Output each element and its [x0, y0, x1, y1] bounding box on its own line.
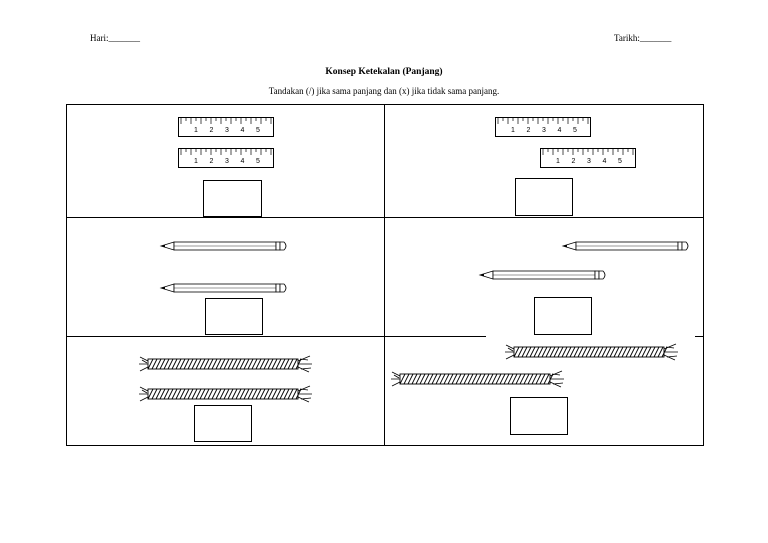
answer-box-row1-right[interactable]	[515, 178, 573, 216]
grid-divider-row2-left	[66, 336, 486, 337]
pencil-top-left-icon	[160, 240, 290, 252]
svg-text:2: 2	[209, 158, 214, 165]
svg-text:2: 2	[571, 158, 576, 165]
svg-text:3: 3	[225, 127, 229, 134]
svg-text:5: 5	[256, 158, 260, 165]
svg-text:3: 3	[542, 127, 546, 134]
svg-text:4: 4	[557, 127, 562, 134]
svg-text:5: 5	[573, 127, 577, 134]
pencil-bottom-left-icon	[160, 282, 290, 294]
svg-text:2: 2	[209, 127, 214, 134]
grid-divider-row1	[66, 217, 703, 218]
svg-text:4: 4	[240, 127, 245, 134]
svg-text:5: 5	[256, 127, 260, 134]
date-label: Tarikh:	[614, 33, 640, 43]
svg-text:2: 2	[526, 127, 531, 134]
ruler-bottom-left-icon	[178, 148, 274, 168]
svg-text:3: 3	[225, 158, 229, 165]
ruler-top-right-icon	[495, 117, 591, 137]
rope-top-left-icon	[138, 353, 314, 375]
worksheet-instruction: Tandakan (/) jika sama panjang dan (x) jika tidak sama panjang.	[268, 86, 500, 96]
grid-divider-row2-right	[695, 336, 703, 337]
day-label: Hari:	[90, 33, 109, 43]
date-field	[614, 33, 671, 43]
rope-top-right-icon	[504, 341, 680, 363]
svg-text:1: 1	[194, 127, 198, 134]
day-blank: _______	[108, 33, 140, 43]
date-blank: _______	[639, 33, 672, 43]
svg-text:1: 1	[556, 158, 560, 165]
worksheet-title: Konsep Ketekalan (Panjang)	[325, 67, 443, 77]
answer-box-row1-left[interactable]	[203, 180, 262, 217]
answer-box-row2-right[interactable]	[534, 297, 592, 335]
ruler-top-left-icon	[178, 117, 274, 137]
svg-text:4: 4	[240, 158, 245, 165]
svg-text:4: 4	[602, 158, 607, 165]
day-field	[90, 33, 140, 43]
svg-text:3: 3	[587, 158, 591, 165]
grid-divider-vertical	[384, 104, 385, 445]
answer-box-row3-left[interactable]	[194, 405, 252, 442]
ruler-bottom-right-icon	[540, 148, 636, 168]
svg-text:1: 1	[511, 127, 515, 134]
pencil-bottom-right-icon	[479, 269, 609, 281]
rope-bottom-right-icon	[390, 368, 566, 390]
answer-box-row3-right[interactable]	[510, 397, 568, 435]
answer-box-row2-left[interactable]	[205, 298, 263, 335]
rope-bottom-left-icon	[138, 383, 314, 405]
svg-text:1: 1	[194, 158, 198, 165]
svg-text:5: 5	[618, 158, 622, 165]
pencil-top-right-icon	[562, 240, 692, 252]
